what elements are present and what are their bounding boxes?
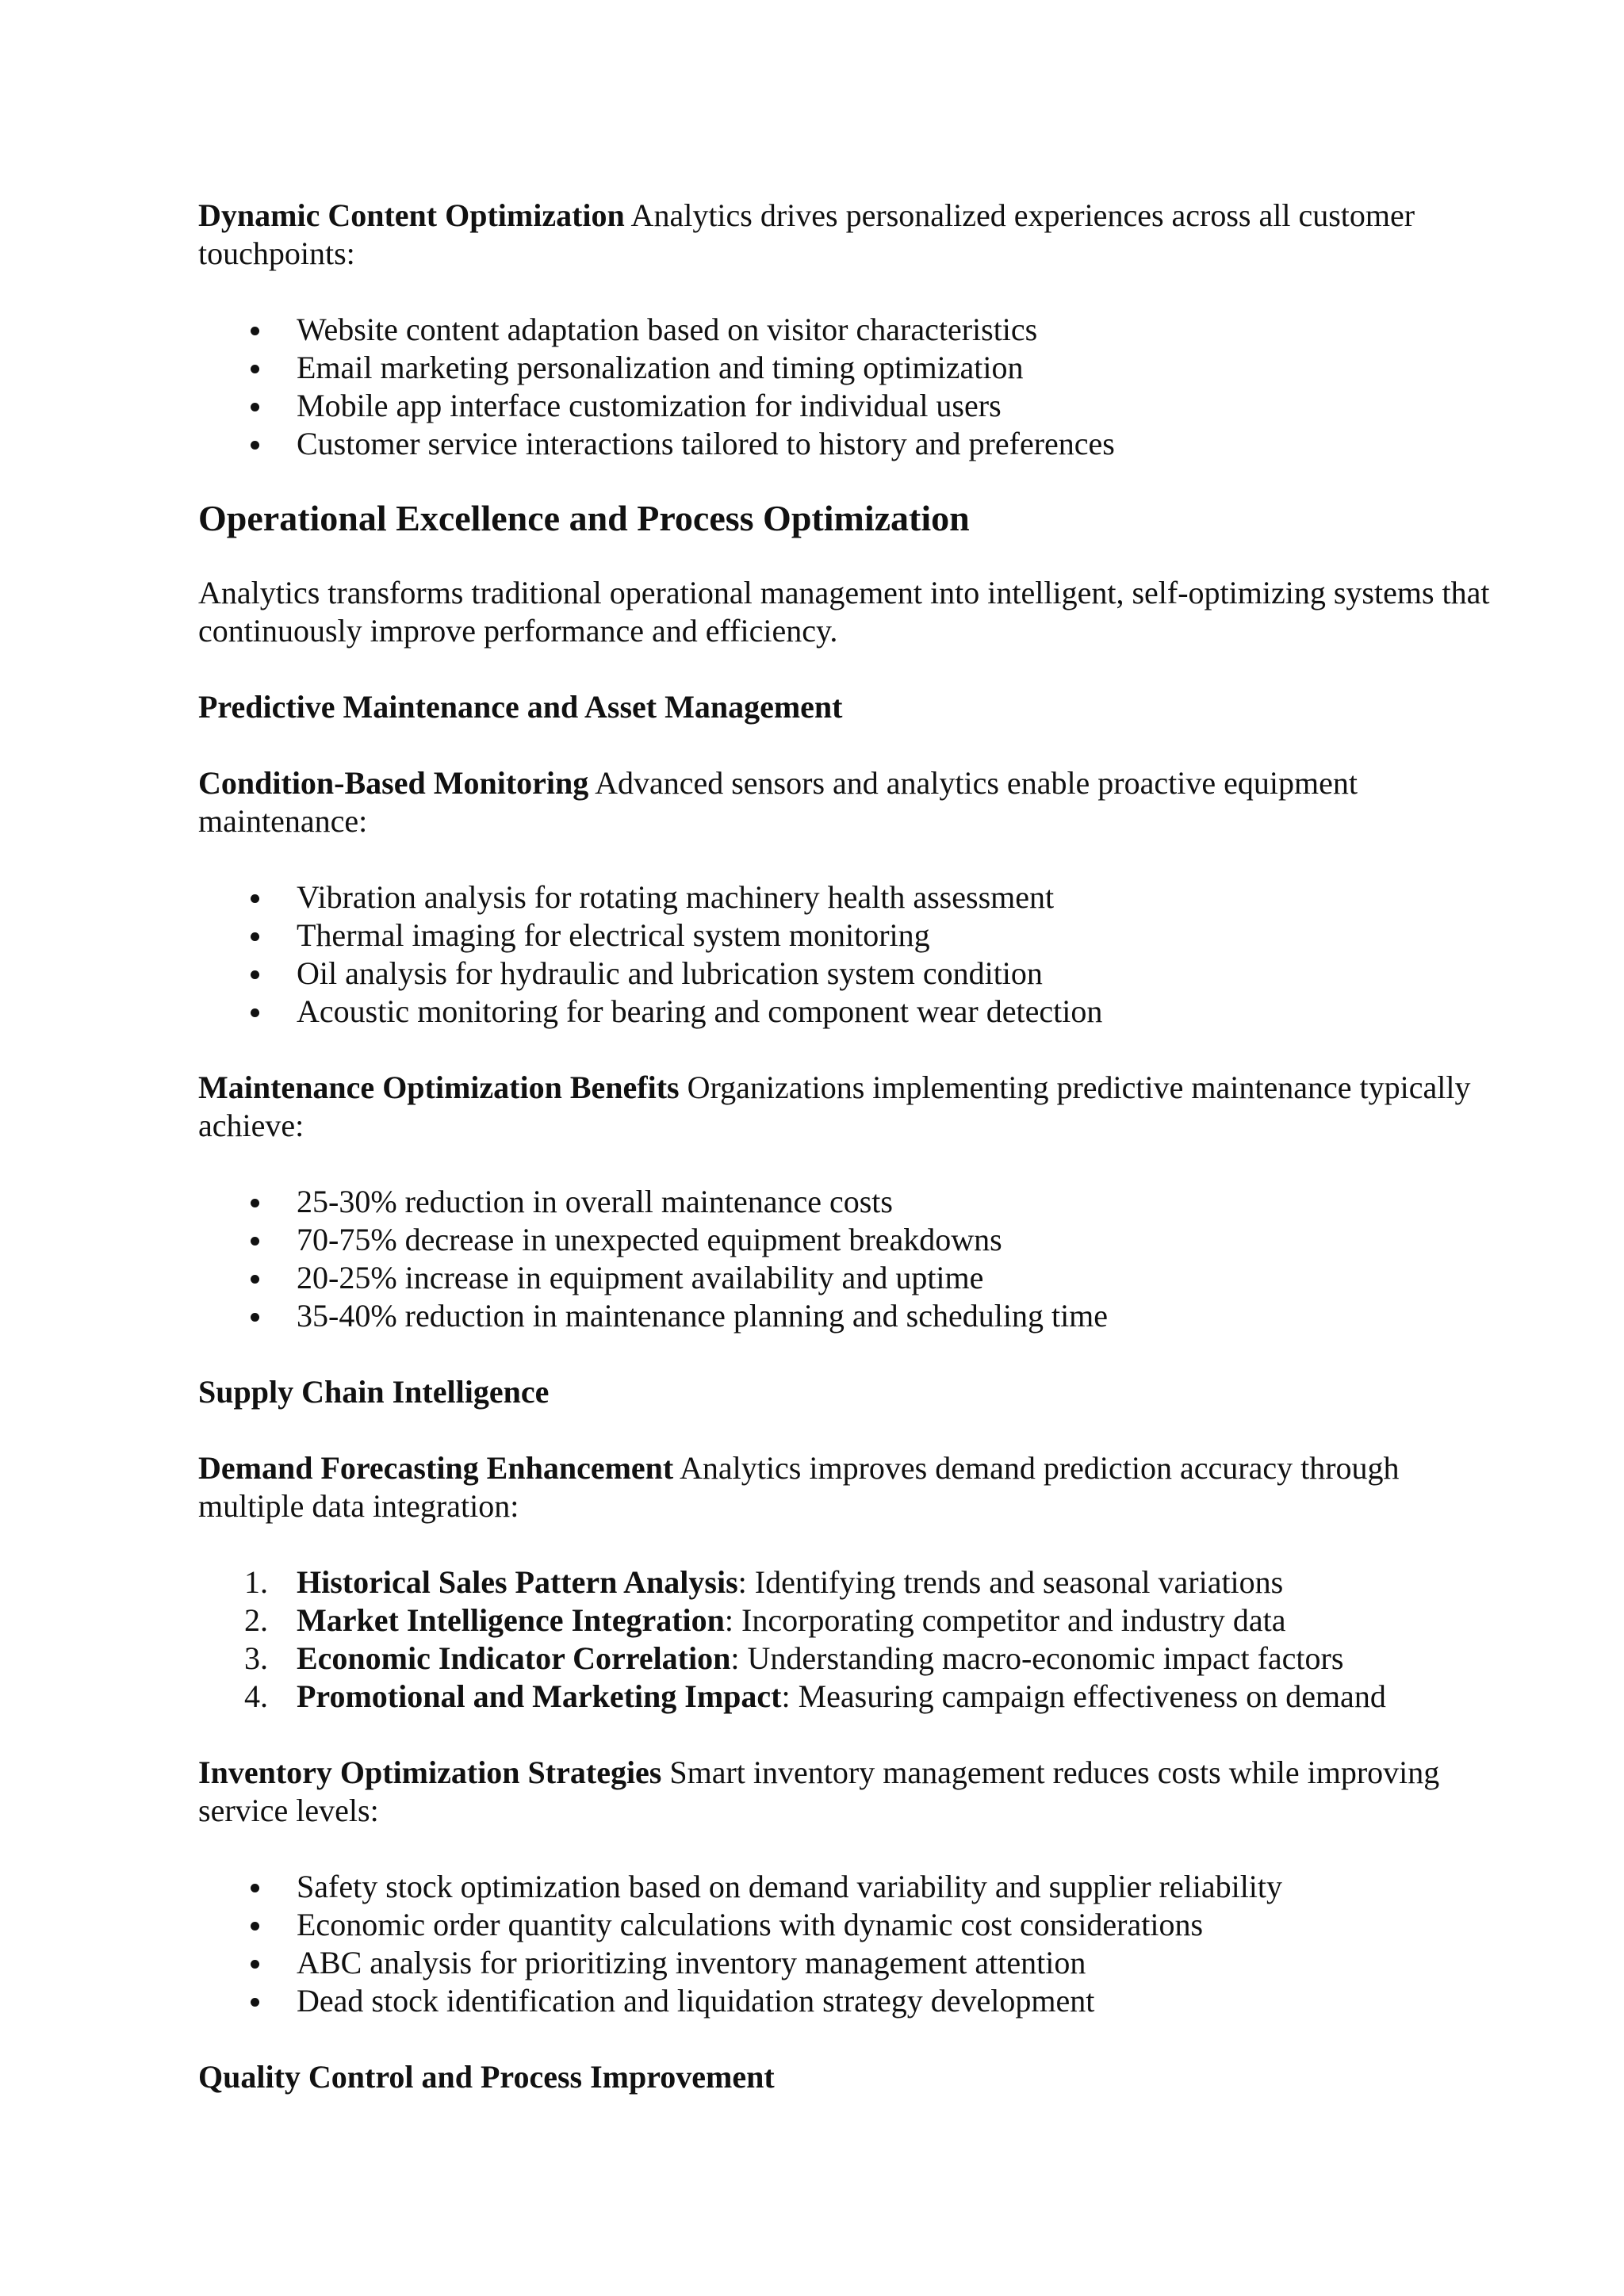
dynamic-content-list [198, 311, 1499, 463]
list-item-text: : Understanding macro-economic impact factors [730, 1640, 1344, 1676]
list-item [198, 1297, 1499, 1335]
list-item [198, 993, 1499, 1031]
list-item-text: Email marketing personalization and timing optimization [297, 350, 1024, 385]
list-item-text: : Identifying trends and seasonal variations [737, 1564, 1284, 1600]
operational-heading: Operational Excellence and Process Optimization [198, 498, 970, 538]
list-item-text: 35-40% reduction in maintenance planning and scheduling time [297, 1298, 1109, 1334]
list-item-term: Economic Indicator Correlation [297, 1640, 731, 1676]
list-item [198, 1944, 1499, 1982]
list-number: 4. [244, 1678, 268, 1714]
predictive-heading: Predictive Maintenance and Asset Management [198, 689, 843, 725]
list-item [198, 1640, 1499, 1678]
quality-heading: Quality Control and Process Improvement [198, 2059, 775, 2095]
list-item-text: 20-25% increase in equipment availability and uptime [297, 1260, 984, 1295]
demand-list [198, 1563, 1499, 1716]
list-item-term: Promotional and Marketing Impact [297, 1678, 782, 1714]
list-number: 3. [244, 1640, 268, 1676]
list-item [198, 1982, 1499, 2020]
maintenance-paragraph [198, 1069, 1499, 1145]
list-item-text: Mobile app interface customization for individual users [297, 388, 1002, 423]
list-item [198, 1601, 1499, 1640]
maintenance-lead: Maintenance Optimization Benefits [198, 1070, 680, 1105]
list-item [198, 878, 1499, 916]
list-item-text: Thermal imaging for electrical system monitoring [297, 917, 930, 953]
list-item [198, 1678, 1499, 1716]
maintenance-text: Organizations implementing predictive maintenance typically achieve: [198, 1070, 1471, 1143]
list-item-term: Historical Sales Pattern Analysis [297, 1564, 738, 1600]
condition-paragraph [198, 764, 1499, 840]
list-item [198, 1183, 1499, 1221]
list-item-term: Market Intelligence Integration [297, 1602, 725, 1638]
list-item [198, 1906, 1499, 1944]
condition-lead: Condition-Based Monitoring [198, 765, 589, 801]
list-number: 2. [244, 1602, 268, 1638]
list-item [198, 1259, 1499, 1297]
list-item-text: Customer service interactions tailored to history and preferences [297, 426, 1115, 461]
inventory-paragraph [198, 1754, 1499, 1830]
supply-chain-heading: Supply Chain Intelligence [198, 1374, 550, 1410]
list-item-text: : Measuring campaign effectiveness on demand [781, 1678, 1386, 1714]
document-page [198, 197, 1499, 2134]
demand-paragraph [198, 1449, 1499, 1525]
list-item-text: ABC analysis for prioritizing inventory management attention [297, 1945, 1086, 1980]
demand-text: Analytics improves demand prediction accuracy through multiple data integration: [198, 1450, 1400, 1524]
list-number: 1. [244, 1564, 268, 1600]
list-item-text: Acoustic monitoring for bearing and component wear detection [297, 993, 1103, 1029]
list-item [198, 349, 1499, 387]
list-item-text: 25-30% reduction in overall maintenance costs [297, 1184, 893, 1219]
list-item [198, 955, 1499, 993]
condition-text: Advanced sensors and analytics enable proactive equipment maintenance: [198, 765, 1358, 839]
list-item-text: Safety stock optimization based on demand variability and supplier reliability [297, 1869, 1283, 1904]
dynamic-content-paragraph [198, 197, 1499, 273]
list-item [198, 1221, 1499, 1259]
list-item [198, 425, 1499, 463]
list-item [198, 1868, 1499, 1906]
list-item [198, 387, 1499, 425]
inventory-text: Smart inventory management reduces costs while improving service levels: [198, 1755, 1440, 1828]
dynamic-content-lead: Dynamic Content Optimization [198, 197, 625, 233]
list-item [198, 916, 1499, 955]
list-item-text: Dead stock identification and liquidation strategy development [297, 1983, 1095, 2019]
list-item-text: 70-75% decrease in unexpected equipment breakdowns [297, 1222, 1002, 1257]
list-item-text: Economic order quantity calculations with dynamic cost considerations [297, 1907, 1204, 1942]
inventory-lead: Inventory Optimization Strategies [198, 1755, 662, 1790]
list-item-text: Website content adaptation based on visitor characteristics [297, 312, 1038, 347]
list-item-text: : Incorporating competitor and industry data [724, 1602, 1286, 1638]
list-item [198, 311, 1499, 349]
list-item-text: Oil analysis for hydraulic and lubrication system condition [297, 955, 1043, 991]
list-item [198, 1563, 1499, 1601]
condition-list [198, 878, 1499, 1031]
inventory-list [198, 1868, 1499, 2020]
operational-intro: Analytics transforms traditional operational management into intelligent, self-optimizing systems that continuously improve performance and efficiency. [198, 575, 1490, 649]
demand-lead: Demand Forecasting Enhancement [198, 1450, 674, 1486]
maintenance-list [198, 1183, 1499, 1335]
dynamic-content-text: Analytics drives personalized experiences across all customer touchpoints: [198, 197, 1415, 271]
list-item-text: Vibration analysis for rotating machinery health assessment [297, 879, 1055, 915]
